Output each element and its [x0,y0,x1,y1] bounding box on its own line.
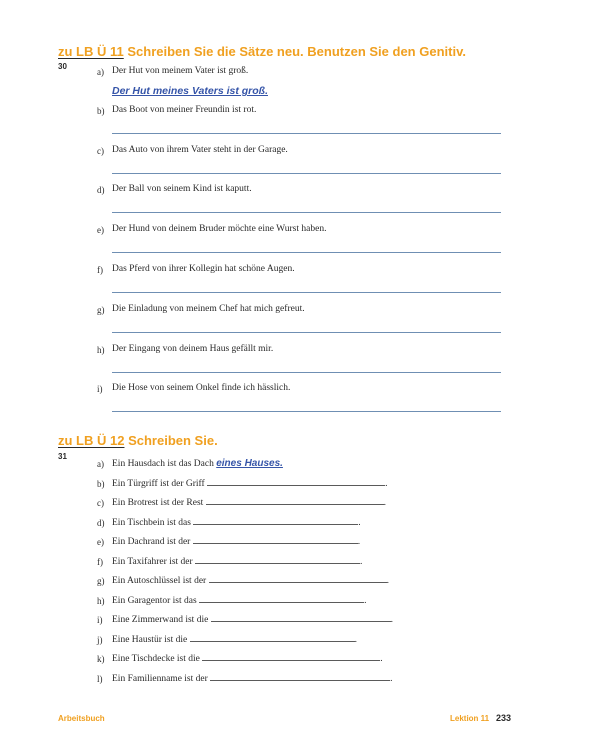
exercise-31-blank-line [207,478,385,486]
exercise-30-reference: zu LB Ü 11 [58,44,124,59]
exercise-30-item-sentence: Die Hose von seinem Onkel finde ich hässlich. [112,383,291,393]
exercise-31-item [112,478,387,489]
exercise-30-item-label: b) [97,106,105,116]
exercise-30-write-line [112,133,501,134]
exercise-31-item [112,517,361,528]
exercise-31-item [112,595,366,606]
exercise-31-instruction: Schreiben Sie. [128,433,218,448]
exercise-31-item [112,614,393,625]
exercise-31-item-label: l) [97,673,103,684]
exercise-31-item-prefix: Ein Hausdach ist das Dach [112,459,214,469]
exercise-31-item-label: j) [97,634,103,645]
exercise-31-item-end: . [364,595,367,606]
exercise-31-item-label: h) [97,595,105,606]
exercise-30-item-sentence: Der Ball von seinem Kind ist kaputt. [112,184,252,194]
exercise-30-item-label: d) [97,185,105,195]
exercise-31-item [112,673,393,684]
exercise-31-item-end: . [383,498,387,508]
exercise-30-item-label: f) [97,265,103,275]
exercise-31-item-label: e) [97,537,104,547]
exercise-31-item [112,536,360,547]
exercise-31-item-end: . [386,576,389,586]
exercise-31-number: 31 [58,452,67,461]
exercise-31-item [112,556,362,567]
exercise-31-blank-line [209,575,387,583]
exercise-31-item-label: g) [97,576,105,586]
exercise-30-item-sentence: Das Auto von ihrem Vater steht in der Garage. [112,145,288,155]
exercise-31-item [112,497,386,508]
exercise-31-blank-line [206,497,384,505]
exercise-30-example-answer: Der Hut meines Vaters ist groß. [112,85,268,97]
footer-lesson: Lektion 11 [450,714,490,723]
exercise-31-item-prefix: Ein Tischbein ist das [112,517,191,528]
exercise-31-item [112,458,283,469]
exercise-30-write-line [112,212,501,213]
exercise-31-item [112,634,357,645]
exercise-31-item-prefix: Ein Dachrand ist der [112,537,191,547]
exercise-31-item-end: . [357,537,361,547]
exercise-31-blank-line [193,517,358,525]
exercise-31-item-prefix: Ein Taxifahrer ist der [112,556,193,567]
exercise-31-item-label: i) [97,615,103,625]
exercise-31-blank-line [190,634,355,642]
exercise-31-item-prefix: Ein Garagentor ist das [112,595,197,606]
exercise-31-item-label: b) [97,478,105,489]
exercise-31-item-prefix: Eine Haustür ist die [112,634,188,645]
exercise-31-item-end: . [380,654,383,664]
exercise-30-item-sentence: Das Pferd von ihrer Kollegin hat schöne Augen. [112,264,295,274]
exercise-30-item-sentence: Die Einladung von meinem Chef hat mich gefreut. [112,304,305,314]
exercise-31-item-end: . [354,634,357,645]
exercise-31-blank-line [199,595,364,603]
exercise-30-write-line [112,252,501,253]
exercise-30-write-line [112,372,501,373]
exercise-31-item-label: f) [97,556,103,567]
exercise-31-reference: zu LB Ü 12 [58,433,125,448]
exercise-31-item-prefix: Ein Familienname ist der [112,673,208,684]
exercise-30-item-sentence: Der Hund von deinem Bruder möchte eine Wurst haben. [112,224,327,234]
exercise-31-example-answer: eines Hauses. [216,458,283,469]
exercise-31-blank-line [193,536,358,544]
exercise-30-item-label: i) [97,384,103,394]
exercise-31-blank-line [195,556,360,564]
exercise-31-item-prefix: Eine Tischdecke ist die [112,654,200,664]
exercise-30-item-label: c) [97,146,104,156]
page-number: 233 [496,713,512,723]
exercise-31-blank-line [211,614,391,622]
exercise-30-item-sentence: Das Boot von meiner Freundin ist rot. [112,105,257,115]
exercise-31-blank-line [202,653,380,661]
exercise-30-write-line [112,173,501,174]
exercise-31-item-prefix: Ein Türgriff ist der Griff [112,478,205,489]
exercise-31-item-label: d) [97,517,105,528]
exercise-31-item-end: . [385,478,388,489]
exercise-30-item-sentence: Der Eingang von deinem Haus gefällt mir. [112,344,274,354]
exercise-30-item-label: a) [97,67,104,77]
exercise-30-item-label: e) [97,225,104,235]
exercise-31-item [112,653,383,664]
exercise-30-write-line [112,292,501,293]
exercise-31-item-label: k) [97,654,105,664]
exercise-31-item-prefix: Ein Brotrest ist der Rest [112,498,204,508]
exercise-30-item-sentence: Der Hut von meinem Vater ist groß. [112,66,249,76]
exercise-31-item-end: . [390,615,394,625]
exercise-31-item-prefix: Ein Autoschlüssel ist der [112,576,207,586]
exercise-30-item-label: g) [97,305,105,315]
exercise-30-instruction: Schreiben Sie die Sätze neu. Benutzen Sie den Genitiv. [127,44,466,59]
exercise-31-item-end: . [390,673,393,684]
exercise-31-item-label: a) [97,459,104,469]
exercise-30-write-line [112,332,501,333]
exercise-30-item-label: h) [97,345,105,355]
footer-book-title: Arbeitsbuch [58,714,105,723]
exercise-31-item-end: . [358,517,361,528]
exercise-31-title [58,433,218,448]
exercise-31-blank-line [210,673,390,681]
exercise-31-item-end: . [360,556,363,567]
exercise-31-item-prefix: Eine Zimmerwand ist die [112,615,209,625]
exercise-30-write-line [112,411,501,412]
exercise-30-title [58,44,466,59]
exercise-31-item [112,575,389,586]
exercise-30-number: 30 [58,62,67,71]
exercise-31-item-label: c) [97,498,104,508]
